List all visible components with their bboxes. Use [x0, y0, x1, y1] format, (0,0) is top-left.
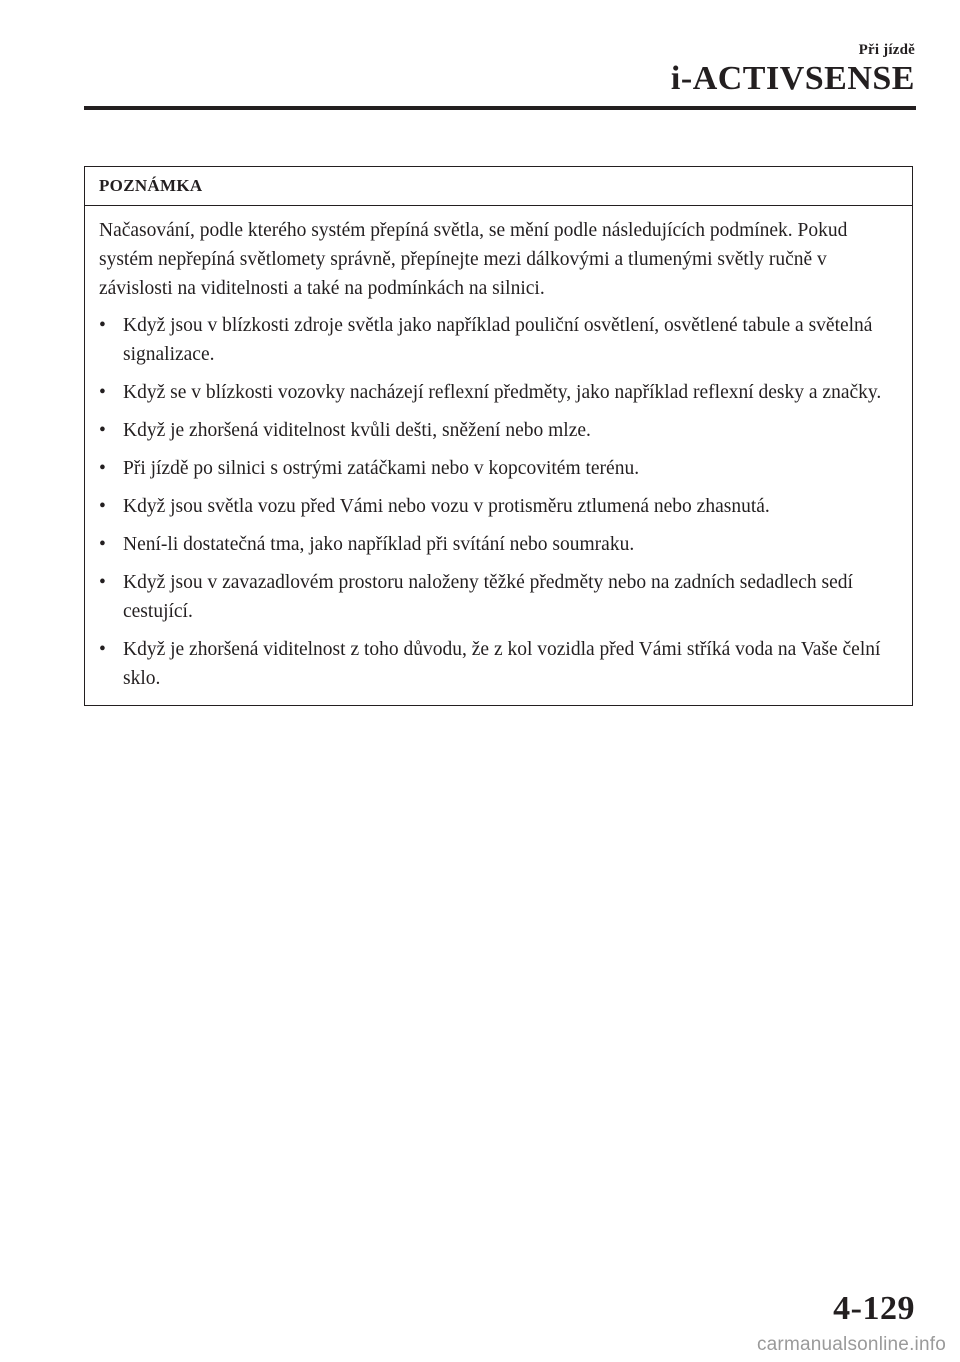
bullet-icon: • [99, 458, 106, 479]
list-item-text: Když je zhoršená viditelnost z toho důvodu, že z kol vozidla před Vámi stříká voda na Vaše čelní sklo. [123, 639, 881, 689]
watermark: carmanualsonline.info [756, 1334, 946, 1355]
bullet-icon: • [99, 534, 106, 555]
header-divider [84, 106, 916, 110]
note-intro: Načasování, podle kterého systém přepíná světla, se mění podle následujících podmínek. Pokud systém nepřepíná světlomety správně, přepínejte mezi dálkovými a tlumenými světly ručně v závislosti na viditelnosti a také na podmínkách na silnici. [99, 220, 848, 299]
list-item [99, 416, 898, 445]
list-item [99, 530, 898, 559]
list-item-text: Když je zhoršená viditelnost kvůli dešti, sněžení nebo mlze. [123, 420, 591, 441]
list-item [99, 568, 898, 626]
bullet-icon: • [99, 639, 106, 660]
list-item-text: Není-li dostatečná tma, jako například při svítání nebo soumraku. [123, 534, 635, 555]
list-item-text: Když se v blízkosti vozovky nacházejí reflexní předměty, jako například reflexní desky a značky. [123, 382, 882, 403]
list-item [99, 311, 898, 369]
list-item-text: Když jsou světla vozu před Vámi nebo vozu v protisměru ztlumená nebo zhasnutá. [123, 496, 770, 517]
list-item [99, 635, 898, 693]
bullet-icon: • [99, 496, 106, 517]
bullet-icon: • [99, 572, 106, 593]
note-body [85, 206, 912, 705]
section-label: Při jízdě [858, 42, 915, 58]
list-item [99, 378, 898, 407]
list-item-text: Když jsou v zavazadlovém prostoru naloženy těžké předměty nebo na zadních sedadlech sedí cestující. [123, 572, 853, 622]
list-item [99, 454, 898, 483]
list-item [99, 492, 898, 521]
note-box [84, 166, 913, 706]
list-item-text: Když jsou v blízkosti zdroje světla jako například pouliční osvětlení, osvětlené tabule a světelná signalizace. [123, 315, 873, 365]
list-item-text: Při jízdě po silnici s ostrými zatáčkami nebo v kopcovitém terénu. [123, 458, 640, 479]
bullet-icon: • [99, 315, 106, 336]
note-title: POZNÁMKA [85, 167, 912, 206]
note-bullet-list [99, 311, 898, 693]
chapter-title: i-ACTIVSENSE [670, 60, 915, 97]
bullet-icon: • [99, 420, 106, 441]
bullet-icon: • [99, 382, 106, 403]
page-number: 4-129 [833, 1290, 915, 1327]
